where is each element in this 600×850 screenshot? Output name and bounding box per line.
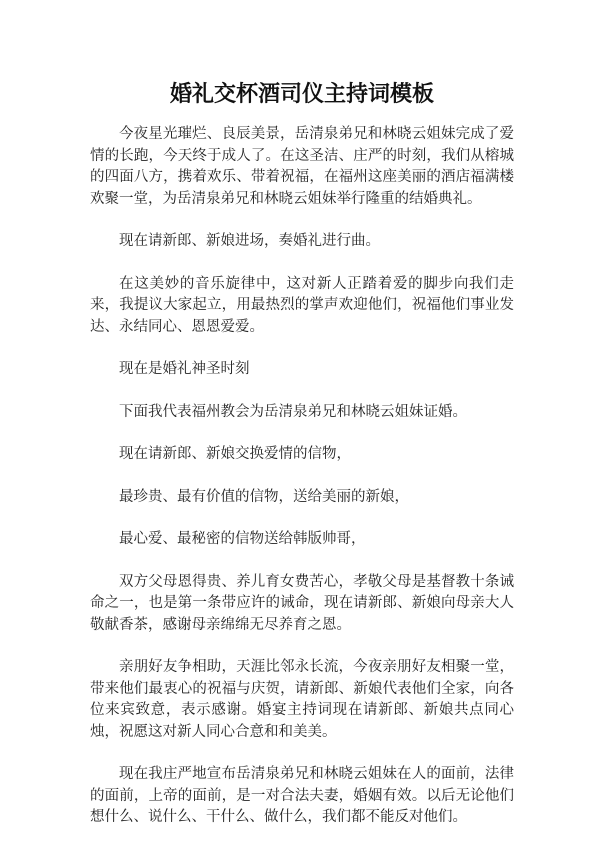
paragraph: 现在请新郎、新娘交换爱情的信物， [119,446,351,462]
paragraph: 下面我代表福州教会为岳清泉弟兄和林晓云姐妹证婚。 [119,403,467,420]
paragraph: 现在请新郎、新娘进场，奏婚礼进行曲。 [119,233,380,249]
document-title: 婚礼交杯酒司仪主持词模板 [169,82,434,107]
paragraph: 在这美妙的音乐旋律中，这对新人正踏着爱的脚步向我们走来，我提议大家起立，用最热烈的掌声欢迎他们，祝福他们事业发达、永结同心、恩恩爱爱。 [90,275,514,335]
paragraph: 亲朋好友争相助，天涯比邻永长流，今夜亲朋好友相聚一堂，带来他们最衷心的祝福与庆贺，请新郎、新娘代表他们全家，向各位来宾致意，表示感谢。婚宴主持词现在请新郎、新娘共点同心烛，祝愿这对新人同心合意和和美美。 [90,659,514,740]
paragraph: 双方父母恩得贵、养儿育女费苦心，孝敬父母是基督教十条诫命之一，也是第一条带应许的诫命，现在请新郎、新娘向母亲大人敬献香茶，感谢母亲绵绵无尽养育之恩。 [90,573,514,633]
paragraph: 最心爱、最秘密的信物送给韩版帅哥， [119,531,366,547]
paragraph: 现在是婚礼神圣时刻 [119,361,250,377]
document [90,80,514,850]
paragraph: 现在我庄严地宣布岳清泉弟兄和林晓云姐妹在人的面前，法律的面前，上帝的面前，是一对合法夫妻，婚姻有效。以后无论他们想什么、说什么、干什么、做什么，我们都不能反对他们。 [90,766,514,825]
paragraph: 最珍贵、最有价值的信物，送给美丽的新娘， [119,488,409,505]
paragraph: 今夜星光璀烂、良辰美景，岳清泉弟兄和林晓云姐妹完成了爱情的长跑，今天终于成人了。在这圣洁、庄严的时刻，我们从榕城的四面八方，携着欢乐、带着祝福，在福州这座美丽的酒店福满楼欢聚一堂，为岳清泉弟兄和林晓云姐妹举行隆重的结婚典礼。 [90,126,514,207]
